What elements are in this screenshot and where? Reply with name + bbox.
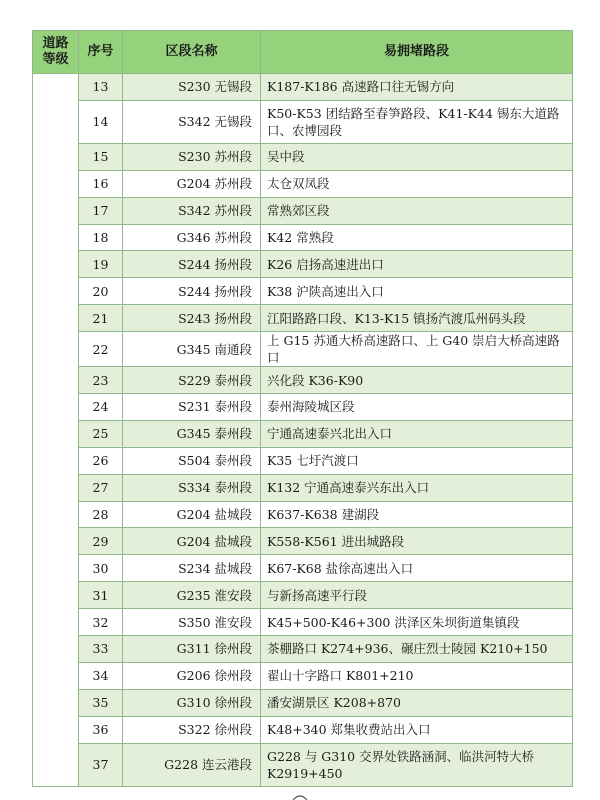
row-segment: S244 扬州段 [123,251,261,278]
row-index: 26 [79,447,123,474]
grade-cell [33,74,79,787]
table-row [33,582,573,609]
table-row [33,197,573,224]
row-congestion: 宁通高速泰兴北出入口 [261,420,573,447]
header-segment: 区段名称 [123,31,261,74]
table-body [33,74,573,787]
table-row [33,332,573,367]
row-congestion: 潘安湖景区 K208+870 [261,689,573,716]
row-index: 34 [79,662,123,689]
row-segment: S230 无锡段 [123,74,261,101]
table-row [33,305,573,332]
row-index: 37 [79,743,123,786]
row-segment: S342 苏州段 [123,197,261,224]
row-congestion: K558-K561 进出城路段 [261,528,573,555]
row-index: 18 [79,224,123,251]
row-congestion: 吴中段 [261,143,573,170]
row-congestion: G228 与 G310 交界处铁路涵洞、临洪河特大桥 K2919+450 [261,743,573,786]
row-index: 25 [79,420,123,447]
header-index: 序号 [79,31,123,74]
table-row [33,743,573,786]
row-congestion: 常熟郊区段 [261,197,573,224]
row-index: 19 [79,251,123,278]
row-congestion: K637-K638 建湖段 [261,501,573,528]
row-segment: S244 扬州段 [123,278,261,305]
row-index: 22 [79,332,123,367]
row-index: 21 [79,305,123,332]
row-segment: S234 盐城段 [123,555,261,582]
row-segment: G228 连云港段 [123,743,261,786]
row-congestion: 翟山十字路口 K801+210 [261,662,573,689]
row-segment: S504 泰州段 [123,447,261,474]
row-segment: G235 淮安段 [123,582,261,609]
row-segment: S350 淮安段 [123,609,261,636]
row-congestion: K67-K68 盐徐高速出入口 [261,555,573,582]
table-row [33,224,573,251]
row-congestion: K42 常熟段 [261,224,573,251]
table-row [33,251,573,278]
page-number-mark [285,792,315,800]
row-index: 29 [79,528,123,555]
table-row [33,420,573,447]
row-congestion: 茶棚路口 K274+936、碾庄烈士陵园 K210+150 [261,636,573,663]
row-segment: G345 南通段 [123,332,261,367]
header-congestion: 易拥堵路段 [261,31,573,74]
row-segment: S229 泰州段 [123,367,261,394]
row-index: 13 [79,74,123,101]
row-index: 24 [79,394,123,421]
row-congestion: K26 启扬高速进出口 [261,251,573,278]
row-segment: G311 徐州段 [123,636,261,663]
row-congestion: K45+500-K46+300 洪泽区朱坝街道集镇段 [261,609,573,636]
row-congestion: K187-K186 高速路口往无锡方向 [261,74,573,101]
table-row [33,528,573,555]
document-page [32,30,572,787]
table-row [33,716,573,743]
row-congestion: 兴化段 K36-K90 [261,367,573,394]
table-row [33,447,573,474]
row-index: 15 [79,143,123,170]
row-index: 30 [79,555,123,582]
table-row [33,143,573,170]
row-segment: G345 泰州段 [123,420,261,447]
table-row [33,609,573,636]
row-congestion: 与新扬高速平行段 [261,582,573,609]
row-segment: G204 盐城段 [123,528,261,555]
table-row [33,636,573,663]
row-index: 32 [79,609,123,636]
row-segment: G346 苏州段 [123,224,261,251]
table-row [33,100,573,143]
row-index: 33 [79,636,123,663]
row-segment: S231 泰州段 [123,394,261,421]
row-segment: G310 徐州段 [123,689,261,716]
table-row [33,662,573,689]
row-index: 35 [79,689,123,716]
row-segment: S334 泰州段 [123,474,261,501]
row-index: 28 [79,501,123,528]
row-segment: G204 盐城段 [123,501,261,528]
row-congestion: 泰州海陵城区段 [261,394,573,421]
table-row [33,501,573,528]
table-row [33,170,573,197]
row-congestion: K35 七圩汽渡口 [261,447,573,474]
row-congestion: 江阳路路口段、K13-K15 镇扬汽渡瓜州码头段 [261,305,573,332]
row-congestion: K38 沪陕高速出入口 [261,278,573,305]
header-grade: 道路 等级 [33,31,79,74]
table-row [33,474,573,501]
table-header-row [33,31,573,74]
row-segment: G204 苏州段 [123,170,261,197]
row-index: 16 [79,170,123,197]
row-segment: S243 扬州段 [123,305,261,332]
row-congestion: K132 宁通高速泰兴东出入口 [261,474,573,501]
row-index: 27 [79,474,123,501]
row-congestion: 上 G15 苏通大桥高速路口、上 G40 崇启大桥高速路口 [261,332,573,367]
table-row [33,689,573,716]
row-index: 36 [79,716,123,743]
table-row [33,74,573,101]
row-index: 31 [79,582,123,609]
row-index: 17 [79,197,123,224]
row-segment: S230 苏州段 [123,143,261,170]
row-index: 23 [79,367,123,394]
row-index: 20 [79,278,123,305]
table-row [33,278,573,305]
row-segment: G206 徐州段 [123,662,261,689]
row-congestion: 太仓双凤段 [261,170,573,197]
row-segment: S322 徐州段 [123,716,261,743]
row-congestion: K50-K53 团结路至春笋路段、K41-K44 锡东大道路口、农博园段 [261,100,573,143]
row-segment: S342 无锡段 [123,100,261,143]
row-congestion: K48+340 郑集收费站出入口 [261,716,573,743]
table-row [33,367,573,394]
table-row [33,394,573,421]
congestion-table [32,30,573,787]
row-index: 14 [79,100,123,143]
table-row [33,555,573,582]
